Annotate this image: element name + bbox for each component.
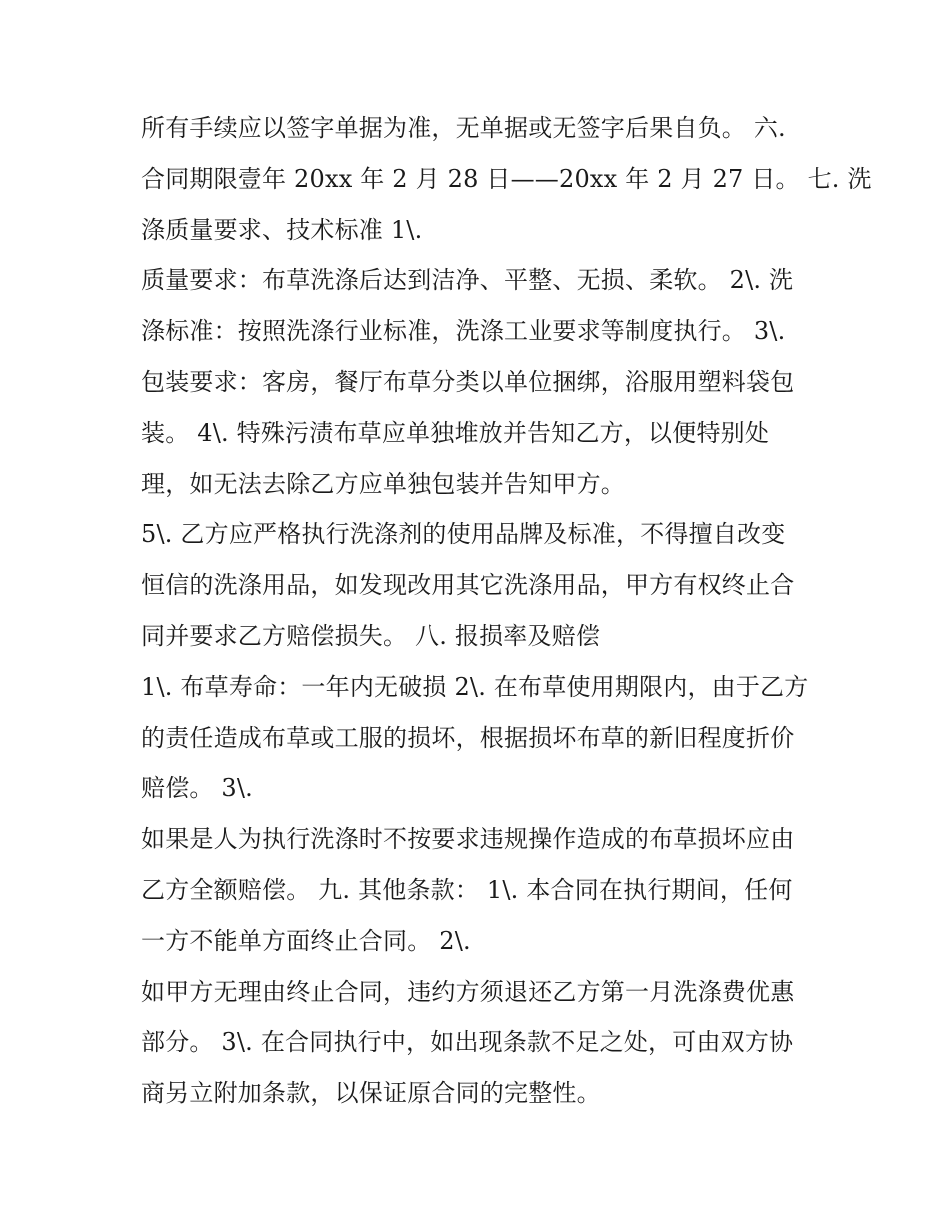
text-line: 1\. 布草寿命：一年内无破损 2\. 在布草使用期限内，由于乙方 [141, 672, 809, 701]
text-line: 涤质量要求、技术标准 1\. [141, 215, 423, 244]
text-line: 赔偿。 3\. [141, 774, 254, 803]
text-line: 商另立附加条款，以保证原合同的完整性。 [141, 1079, 601, 1108]
text-line: 所有手续应以签字单据为准，无单据或无签字后果自负。 六. [141, 114, 786, 142]
text-line: 如果是人为执行洗涤时不按要求违规操作造成的布草损坏应由 [141, 825, 795, 854]
text-line: 一方不能单方面终止合同。 2\. [141, 926, 471, 955]
text-line: 包装要求：客房，餐厅布草分类以单位捆绑，浴服用塑料袋包 [141, 367, 795, 396]
text-line: 理，如无法去除乙方应单独包装并告知甲方。 [141, 469, 625, 498]
text-line: 乙方全额赔偿。 九. 其他条款： 1\. 本合同在执行期间，任何 [141, 875, 793, 904]
text-line: 合同期限壹年 20xx 年 2 月 28 日——20xx 年 2 月 27 日。 七. 洗 [141, 164, 872, 193]
text-line: 部分。 3\. 在合同执行中，如出现条款不足之处，可由双方协 [141, 1028, 794, 1057]
text-line: 涤标准：按照洗涤行业标准，洗涤工业要求等制度执行。 3\. [141, 317, 786, 346]
text-line: 装。 4\. 特殊污渍布草应单独堆放并告知乙方，以便特别处 [141, 418, 770, 447]
text-line: 质量要求：布草洗涤后达到洁净、平整、无损、柔软。 2\. 洗 [141, 266, 794, 295]
text-line: 的责任造成布草或工服的损坏，根据损坏布草的新旧程度折价 [141, 723, 795, 752]
text-line: 5\. 乙方应严格执行洗涤剂的使用品牌及标准，不得擅自改变 [141, 520, 786, 549]
text-line: 同并要求乙方赔偿损失。 八. 报损率及赔偿 [141, 621, 601, 650]
text-line: 如甲方无理由终止合同，违约方须退还乙方第一月洗涤费优惠 [141, 977, 795, 1006]
text-line: 恒信的洗涤用品，如发现改用其它洗涤用品，甲方有权终止合 [141, 571, 795, 600]
contract-text-body [141, 107, 872, 1123]
